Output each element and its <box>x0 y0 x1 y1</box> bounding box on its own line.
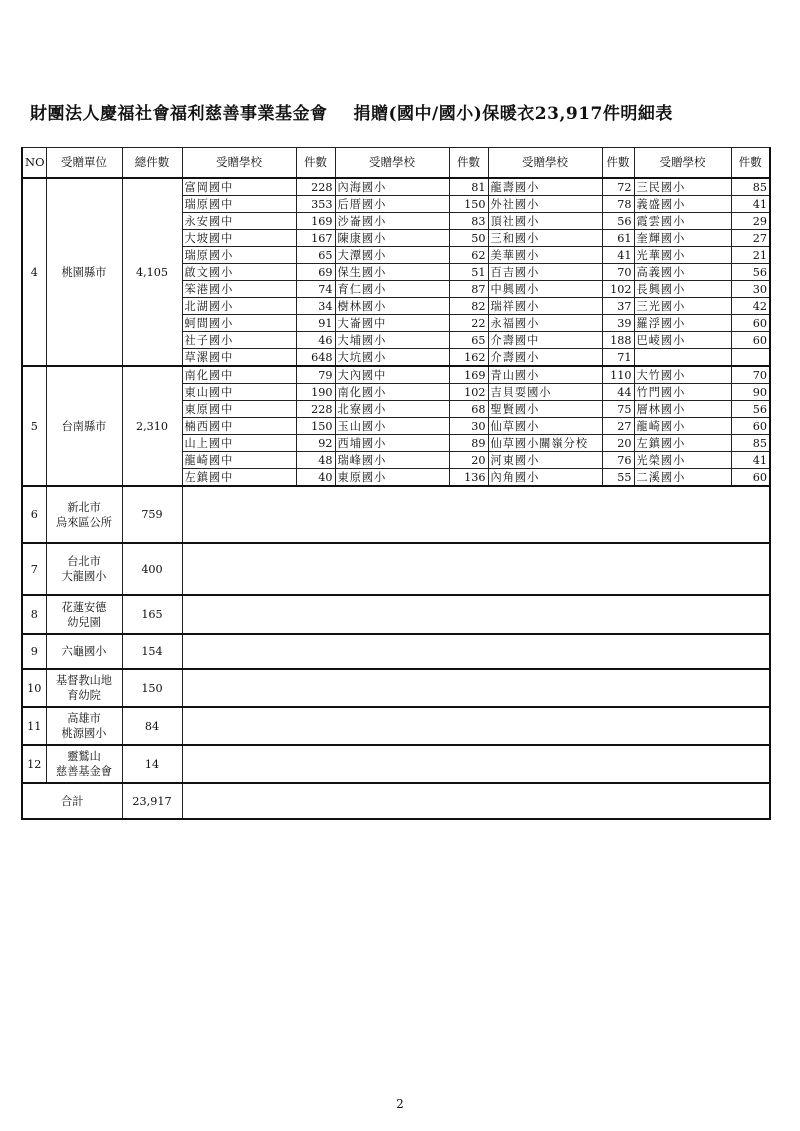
school-count: 44 <box>602 384 634 401</box>
empty-detail-cell <box>182 783 770 819</box>
school-name: 南化國中 <box>182 366 296 384</box>
school-count: 74 <box>296 281 335 298</box>
school-name: 大坑國小 <box>335 349 449 367</box>
school-name: 社子國小 <box>182 332 296 349</box>
school-count: 40 <box>296 469 335 487</box>
school-name: 山上國中 <box>182 435 296 452</box>
school-count: 83 <box>449 213 488 230</box>
school-name: 頂社國小 <box>488 213 602 230</box>
school-name: 東山國中 <box>182 384 296 401</box>
school-count: 30 <box>731 281 770 298</box>
school-name: 奎輝國小 <box>634 230 731 247</box>
school-count: 69 <box>296 264 335 281</box>
school-count: 60 <box>731 418 770 435</box>
school-count <box>731 349 770 367</box>
school-count: 37 <box>602 298 634 315</box>
school-count: 136 <box>449 469 488 487</box>
recipient-unit-line1: 台北市 <box>67 555 101 568</box>
school-name: 三光國小 <box>634 298 731 315</box>
school-count: 92 <box>296 435 335 452</box>
unit-total: 165 <box>122 595 182 634</box>
school-name: 巴崚國小 <box>634 332 731 349</box>
row-number: 12 <box>22 745 46 783</box>
recipient-unit <box>46 595 122 634</box>
recipient-unit: 台南縣市 <box>46 366 122 486</box>
school-name: 河東國小 <box>488 452 602 469</box>
school-name: 仙草國小關嶺分校 <box>488 435 602 452</box>
school-name: 樹林國小 <box>335 298 449 315</box>
school-name: 仙草國小 <box>488 418 602 435</box>
school-name: 羅浮國小 <box>634 315 731 332</box>
school-count: 42 <box>731 298 770 315</box>
school-count: 82 <box>449 298 488 315</box>
school-name: 大崙國中 <box>335 315 449 332</box>
school-count: 76 <box>602 452 634 469</box>
school-count: 110 <box>602 366 634 384</box>
school-count: 68 <box>449 401 488 418</box>
recipient-unit-line2: 幼兒園 <box>67 615 101 629</box>
school-count: 39 <box>602 315 634 332</box>
school-name: 笨港國小 <box>182 281 296 298</box>
school-count: 79 <box>296 366 335 384</box>
school-name: 瑞原國中 <box>182 196 296 213</box>
school-name: 青山國小 <box>488 366 602 384</box>
school-count: 56 <box>602 213 634 230</box>
school-name: 瑞原國小 <box>182 247 296 264</box>
school-count: 85 <box>731 435 770 452</box>
recipient-unit: 桃園縣市 <box>46 178 122 366</box>
table-row <box>22 366 770 384</box>
empty-detail-cell <box>182 595 770 634</box>
school-count: 22 <box>449 315 488 332</box>
school-count: 162 <box>449 349 488 367</box>
table-row <box>22 634 770 669</box>
recipient-unit-line1: 基督教山地 <box>56 674 112 687</box>
header-school: 受贈學校 <box>335 148 449 179</box>
school-count: 188 <box>602 332 634 349</box>
school-count: 30 <box>449 418 488 435</box>
empty-detail-cell <box>182 634 770 669</box>
school-name: 光華國小 <box>634 247 731 264</box>
school-count: 228 <box>296 401 335 418</box>
recipient-unit <box>46 669 122 707</box>
school-name: 光榮國小 <box>634 452 731 469</box>
recipient-unit-line1: 靈鷲山 <box>67 750 101 763</box>
school-name: 中興國小 <box>488 281 602 298</box>
header-school: 受贈學校 <box>182 148 296 179</box>
school-name: 瑞峰國小 <box>335 452 449 469</box>
school-name: 百吉國小 <box>488 264 602 281</box>
school-name: 龍崎國小 <box>634 418 731 435</box>
table-row <box>22 707 770 745</box>
school-count: 81 <box>449 178 488 196</box>
school-name: 二溪國小 <box>634 469 731 487</box>
school-count: 56 <box>731 401 770 418</box>
header-school: 受贈學校 <box>488 148 602 179</box>
row-number: 7 <box>22 543 46 595</box>
unit-total: 4,105 <box>122 178 182 366</box>
school-count: 65 <box>296 247 335 264</box>
school-name: 龍壽國小 <box>488 178 602 196</box>
school-name: 育仁國小 <box>335 281 449 298</box>
document-title <box>30 99 770 124</box>
school-count: 167 <box>296 230 335 247</box>
school-count: 60 <box>731 332 770 349</box>
school-count: 70 <box>602 264 634 281</box>
school-name: 三和國小 <box>488 230 602 247</box>
unit-total: 150 <box>122 669 182 707</box>
recipient-unit <box>46 745 122 783</box>
school-count: 91 <box>296 315 335 332</box>
school-count: 60 <box>731 469 770 487</box>
school-count: 72 <box>602 178 634 196</box>
row-number: 8 <box>22 595 46 634</box>
table-row <box>22 543 770 595</box>
recipient-unit-line2: 桃源國小 <box>61 727 107 740</box>
school-count: 55 <box>602 469 634 487</box>
school-name: 吉貝耍國小 <box>488 384 602 401</box>
row-number: 5 <box>22 366 46 486</box>
school-name: 三民國小 <box>634 178 731 196</box>
school-name: 外社國小 <box>488 196 602 213</box>
school-count: 190 <box>296 384 335 401</box>
school-count: 150 <box>296 418 335 435</box>
school-name: 美華國小 <box>488 247 602 264</box>
school-name: 楠西國中 <box>182 418 296 435</box>
school-name: 富岡國中 <box>182 178 296 196</box>
school-name: 后厝國小 <box>335 196 449 213</box>
school-count: 65 <box>449 332 488 349</box>
school-name: 永安國中 <box>182 213 296 230</box>
school-name: 北湖國小 <box>182 298 296 315</box>
school-count: 48 <box>296 452 335 469</box>
header-no: NO <box>22 148 46 179</box>
school-name: 永福國小 <box>488 315 602 332</box>
school-name: 內角國小 <box>488 469 602 487</box>
school-name: 西埔國小 <box>335 435 449 452</box>
school-count: 71 <box>602 349 634 367</box>
school-count: 27 <box>602 418 634 435</box>
school-count: 20 <box>602 435 634 452</box>
school-name: 瑞祥國小 <box>488 298 602 315</box>
school-name: 保生國小 <box>335 264 449 281</box>
school-name: 沙崙國小 <box>335 213 449 230</box>
recipient-unit-line1: 六龜國小 <box>61 645 107 658</box>
school-name: 東原國小 <box>335 469 449 487</box>
school-count: 60 <box>731 315 770 332</box>
recipient-unit-line2: 育幼院 <box>67 689 101 702</box>
school-count: 89 <box>449 435 488 452</box>
school-count: 29 <box>731 213 770 230</box>
header-unit: 受贈單位 <box>46 148 122 179</box>
recipient-unit <box>46 486 122 543</box>
table-row <box>22 745 770 783</box>
school-count: 20 <box>449 452 488 469</box>
school-name: 蚵間國小 <box>182 315 296 332</box>
school-count: 62 <box>449 247 488 264</box>
school-count: 41 <box>731 196 770 213</box>
school-count: 90 <box>731 384 770 401</box>
school-name: 玉山國小 <box>335 418 449 435</box>
empty-detail-cell <box>182 745 770 783</box>
table-row <box>22 178 770 196</box>
school-name: 啟文國小 <box>182 264 296 281</box>
school-name: 大竹國小 <box>634 366 731 384</box>
empty-detail-cell <box>182 543 770 595</box>
empty-detail-cell <box>182 707 770 745</box>
header-count: 件數 <box>296 148 335 179</box>
school-name: 大潭國小 <box>335 247 449 264</box>
school-count: 78 <box>602 196 634 213</box>
grand-total: 23,917 <box>122 783 182 819</box>
school-count: 34 <box>296 298 335 315</box>
recipient-unit-line1: 新北市 <box>67 500 101 514</box>
school-count: 61 <box>602 230 634 247</box>
school-name: 高義國小 <box>634 264 731 281</box>
table-header-row <box>22 148 770 179</box>
recipient-unit-line1: 花蓮安德 <box>61 600 107 614</box>
title-subject: 捐贈(國中/國小)保暖衣23,917件明細表 <box>353 104 673 124</box>
recipient-unit <box>46 543 122 595</box>
school-count: 648 <box>296 349 335 367</box>
header-total: 總件數 <box>122 148 182 179</box>
school-name: 內海國小 <box>335 178 449 196</box>
school-name: 大坡國中 <box>182 230 296 247</box>
school-count: 353 <box>296 196 335 213</box>
title-organization: 財團法人慶福社會福利慈善事業基金會 <box>30 104 328 124</box>
recipient-unit <box>46 634 122 669</box>
row-number: 11 <box>22 707 46 745</box>
unit-total: 759 <box>122 486 182 543</box>
school-count: 150 <box>449 196 488 213</box>
recipient-unit-line2: 烏來區公所 <box>56 515 112 529</box>
school-count: 21 <box>731 247 770 264</box>
school-name: 層林國小 <box>634 401 731 418</box>
school-count: 56 <box>731 264 770 281</box>
school-name: 義盛國小 <box>634 196 731 213</box>
total-label: 合計 <box>22 783 122 819</box>
school-name: 霞雲國小 <box>634 213 731 230</box>
school-name: 左鎮國小 <box>634 435 731 452</box>
school-count: 51 <box>449 264 488 281</box>
school-name: 聖賢國小 <box>488 401 602 418</box>
recipient-unit-line1: 高雄市 <box>67 712 101 725</box>
unit-total: 400 <box>122 543 182 595</box>
school-count: 41 <box>731 452 770 469</box>
school-count: 46 <box>296 332 335 349</box>
table-row <box>22 486 770 543</box>
school-count: 102 <box>449 384 488 401</box>
empty-detail-cell <box>182 486 770 543</box>
school-count: 228 <box>296 178 335 196</box>
row-number: 10 <box>22 669 46 707</box>
school-name: 北寮國小 <box>335 401 449 418</box>
school-name: 龍崎國中 <box>182 452 296 469</box>
school-count: 75 <box>602 401 634 418</box>
header-count: 件數 <box>449 148 488 179</box>
empty-detail-cell <box>182 669 770 707</box>
table-row <box>22 595 770 634</box>
row-number: 4 <box>22 178 46 366</box>
school-name: 長興國小 <box>634 281 731 298</box>
school-count: 85 <box>731 178 770 196</box>
school-count: 27 <box>731 230 770 247</box>
school-name: 陳康國小 <box>335 230 449 247</box>
unit-total: 154 <box>122 634 182 669</box>
header-count: 件數 <box>602 148 634 179</box>
header-school: 受贈學校 <box>634 148 731 179</box>
row-number: 9 <box>22 634 46 669</box>
recipient-unit <box>46 707 122 745</box>
school-count: 41 <box>602 247 634 264</box>
donation-table <box>21 147 771 820</box>
school-name: 左鎮國中 <box>182 469 296 487</box>
page-number: 2 <box>396 1097 404 1111</box>
school-name: 東原國中 <box>182 401 296 418</box>
row-number: 6 <box>22 486 46 543</box>
recipient-unit-line2: 慈善基金會 <box>56 765 112 778</box>
table-row <box>22 669 770 707</box>
unit-total: 84 <box>122 707 182 745</box>
school-count: 87 <box>449 281 488 298</box>
school-name: 大內國中 <box>335 366 449 384</box>
recipient-unit-line2: 大龍國小 <box>61 570 107 583</box>
school-name: 介壽國小 <box>488 349 602 367</box>
school-count: 50 <box>449 230 488 247</box>
school-name: 竹門國小 <box>634 384 731 401</box>
school-name <box>634 349 731 367</box>
school-name: 介壽國中 <box>488 332 602 349</box>
school-name: 南化國小 <box>335 384 449 401</box>
school-name: 草漯國中 <box>182 349 296 367</box>
unit-total: 14 <box>122 745 182 783</box>
unit-total: 2,310 <box>122 366 182 486</box>
school-count: 102 <box>602 281 634 298</box>
school-count: 70 <box>731 366 770 384</box>
header-count: 件數 <box>731 148 770 179</box>
total-row <box>22 783 770 819</box>
school-name: 大埔國小 <box>335 332 449 349</box>
school-count: 169 <box>449 366 488 384</box>
school-count: 169 <box>296 213 335 230</box>
